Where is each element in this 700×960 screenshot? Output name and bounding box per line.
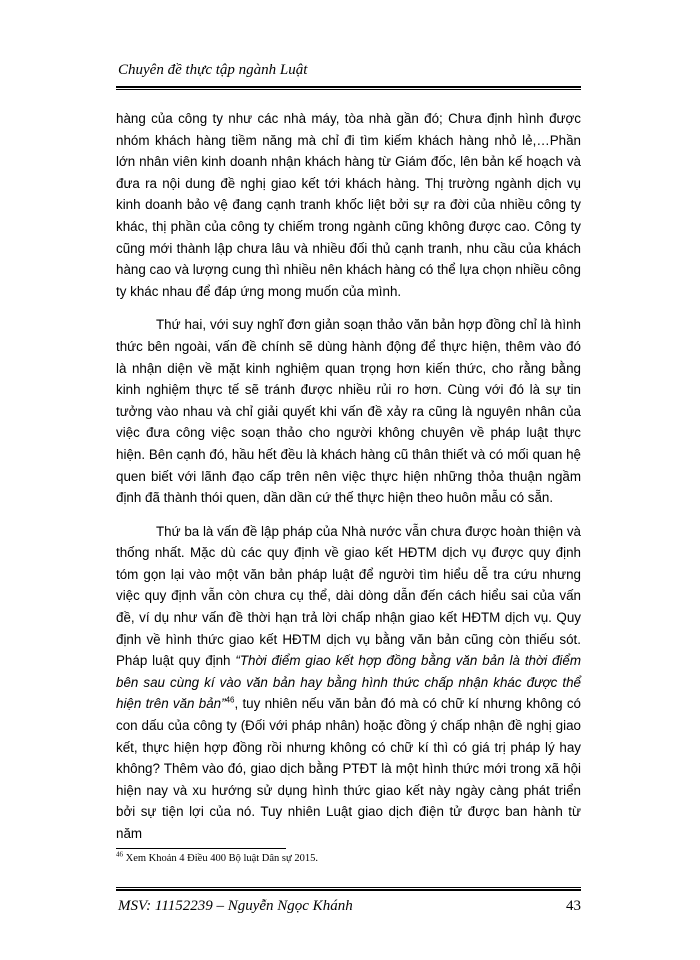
paragraph-3-text-b: , tuy nhiên nếu văn bản đó mà có chữ kí nhưng không có con dấu của công ty (Đối với pháp nhân) hoặc đồng ý chấp nhận đề nghị giao kết, thực hiện hợp đồng rồi nhưng không có chữ kí thì có giá trị pháp lý hay không? Thêm vào đó, giao dịch bằng PTĐT là một hình thức mới trong xã hội hiện nay và xu hướng sử dụng hình thức giao kết này ngày càng phát triển bởi sự tiện lợi của nó. Tuy nhiên Luật giao dịch điện tử được ban hành từ năm	[116, 696, 581, 841]
footnote	[116, 850, 318, 864]
paragraph-2: Thứ hai, với suy nghĩ đơn giản soạn thảo văn bản hợp đồng chỉ là hình thức bên ngoài, vấn đề chính sẽ dùng hành động để thực hiện, thêm vào đó là nhận diện về mặt kinh nghiệm quan trọng hơn kiến thức, cho rằng bằng kinh nghiệm thực tế sẽ tránh được nhiều rủi ro hơn. Cùng với đó là sự tin tưởng vào nhau và chỉ giải quyết khi vấn đề xảy ra cũng là nguyên nhân của việc đưa công việc soạn thảo cho người không chuyên về pháp luật thực hiện. Bên cạnh đó, hầu hết đều là khách hàng cũ thân thiết và có mối quan hệ quen biết với lãnh đạo cấp trên nên việc thực hiện những thỏa thuận ngầm định đã thành thói quen, dần dần cứ thế thực hiện theo huôn mẫu có sẵn.	[116, 317, 581, 506]
footnote-separator	[116, 848, 286, 849]
footer-rule-thick	[116, 889, 581, 891]
footer-student-info: MSV: 11152239 – Nguyễn Ngọc Khánh	[118, 898, 353, 914]
footer-rule-thin	[116, 887, 581, 888]
body-text	[116, 108, 581, 857]
header-rule-thin	[116, 89, 581, 90]
paragraph-1: hàng của công ty như các nhà máy, tòa nhà gần đó; Chưa định hình được nhóm khách hàng tiềm năng mà chỉ đi tìm kiếm khách hàng nhỏ lẻ,…Phần lớn nhân viên kinh doanh nhận khách hàng từ Giám đốc, lên bản kế hoạch và đưa ra nội dung đề nghị giao kết tới khách hàng. Thị trường ngành dịch vụ kinh doanh bảo vệ đang cạnh tranh khốc liệt bởi sự ra đời của nhiều công ty khác, thị phần của công ty chiếm trong ngành cũng không được cao. Công ty cũng mới thành lập chưa lâu và nhiều đối thủ cạnh tranh, nhu cầu của khách hàng cao và lượng cung thì nhiều nên khách hàng có thể lựa chọn nhiều công ty khác nhau để đáp ứng mong muốn của mình.	[116, 111, 581, 299]
legal-quote: “Thời điểm giao kết hợp đồng bằng văn bản là thời điểm bên sau cùng kí vào văn bản hay bằng hình thức chấp nhận khác được thể hiện trên văn bản”	[116, 653, 581, 712]
paragraph-3	[116, 521, 581, 845]
footnote-reference[interactable]: 46	[225, 695, 235, 705]
paragraph-3-text-a: Thứ ba là vấn đề lập pháp của Nhà nước vẫn chưa được hoàn thiện và thống nhất. Mặc dù các quy định về giao kết HĐTM dịch vụ được quy định tóm gọn lại vào một văn bản pháp luật để người tìm hiểu dễ tra cứu nhưng việc quy định vẫn còn chưa cụ thể, dài dòng dẫn đến cách hiểu sai của vấn đề, ví dụ như vấn đề thời hạn trả lời chấp nhận giao kết HĐTM dịch vụ. Quy định về hình thức giao kết HĐTM dịch vụ bằng văn bản cũng còn thiếu sót. Pháp luật quy định	[116, 523, 581, 669]
header-rule-thick	[116, 86, 581, 88]
page-header-title: Chuyên đề thực tập ngành Luật	[118, 62, 308, 78]
footnote-text: Xem Khoản 4 Điều 400 Bộ luật Dân sự 2015.	[123, 853, 318, 864]
page-number: 43	[566, 898, 581, 914]
footnote-number: 46	[116, 850, 123, 859]
